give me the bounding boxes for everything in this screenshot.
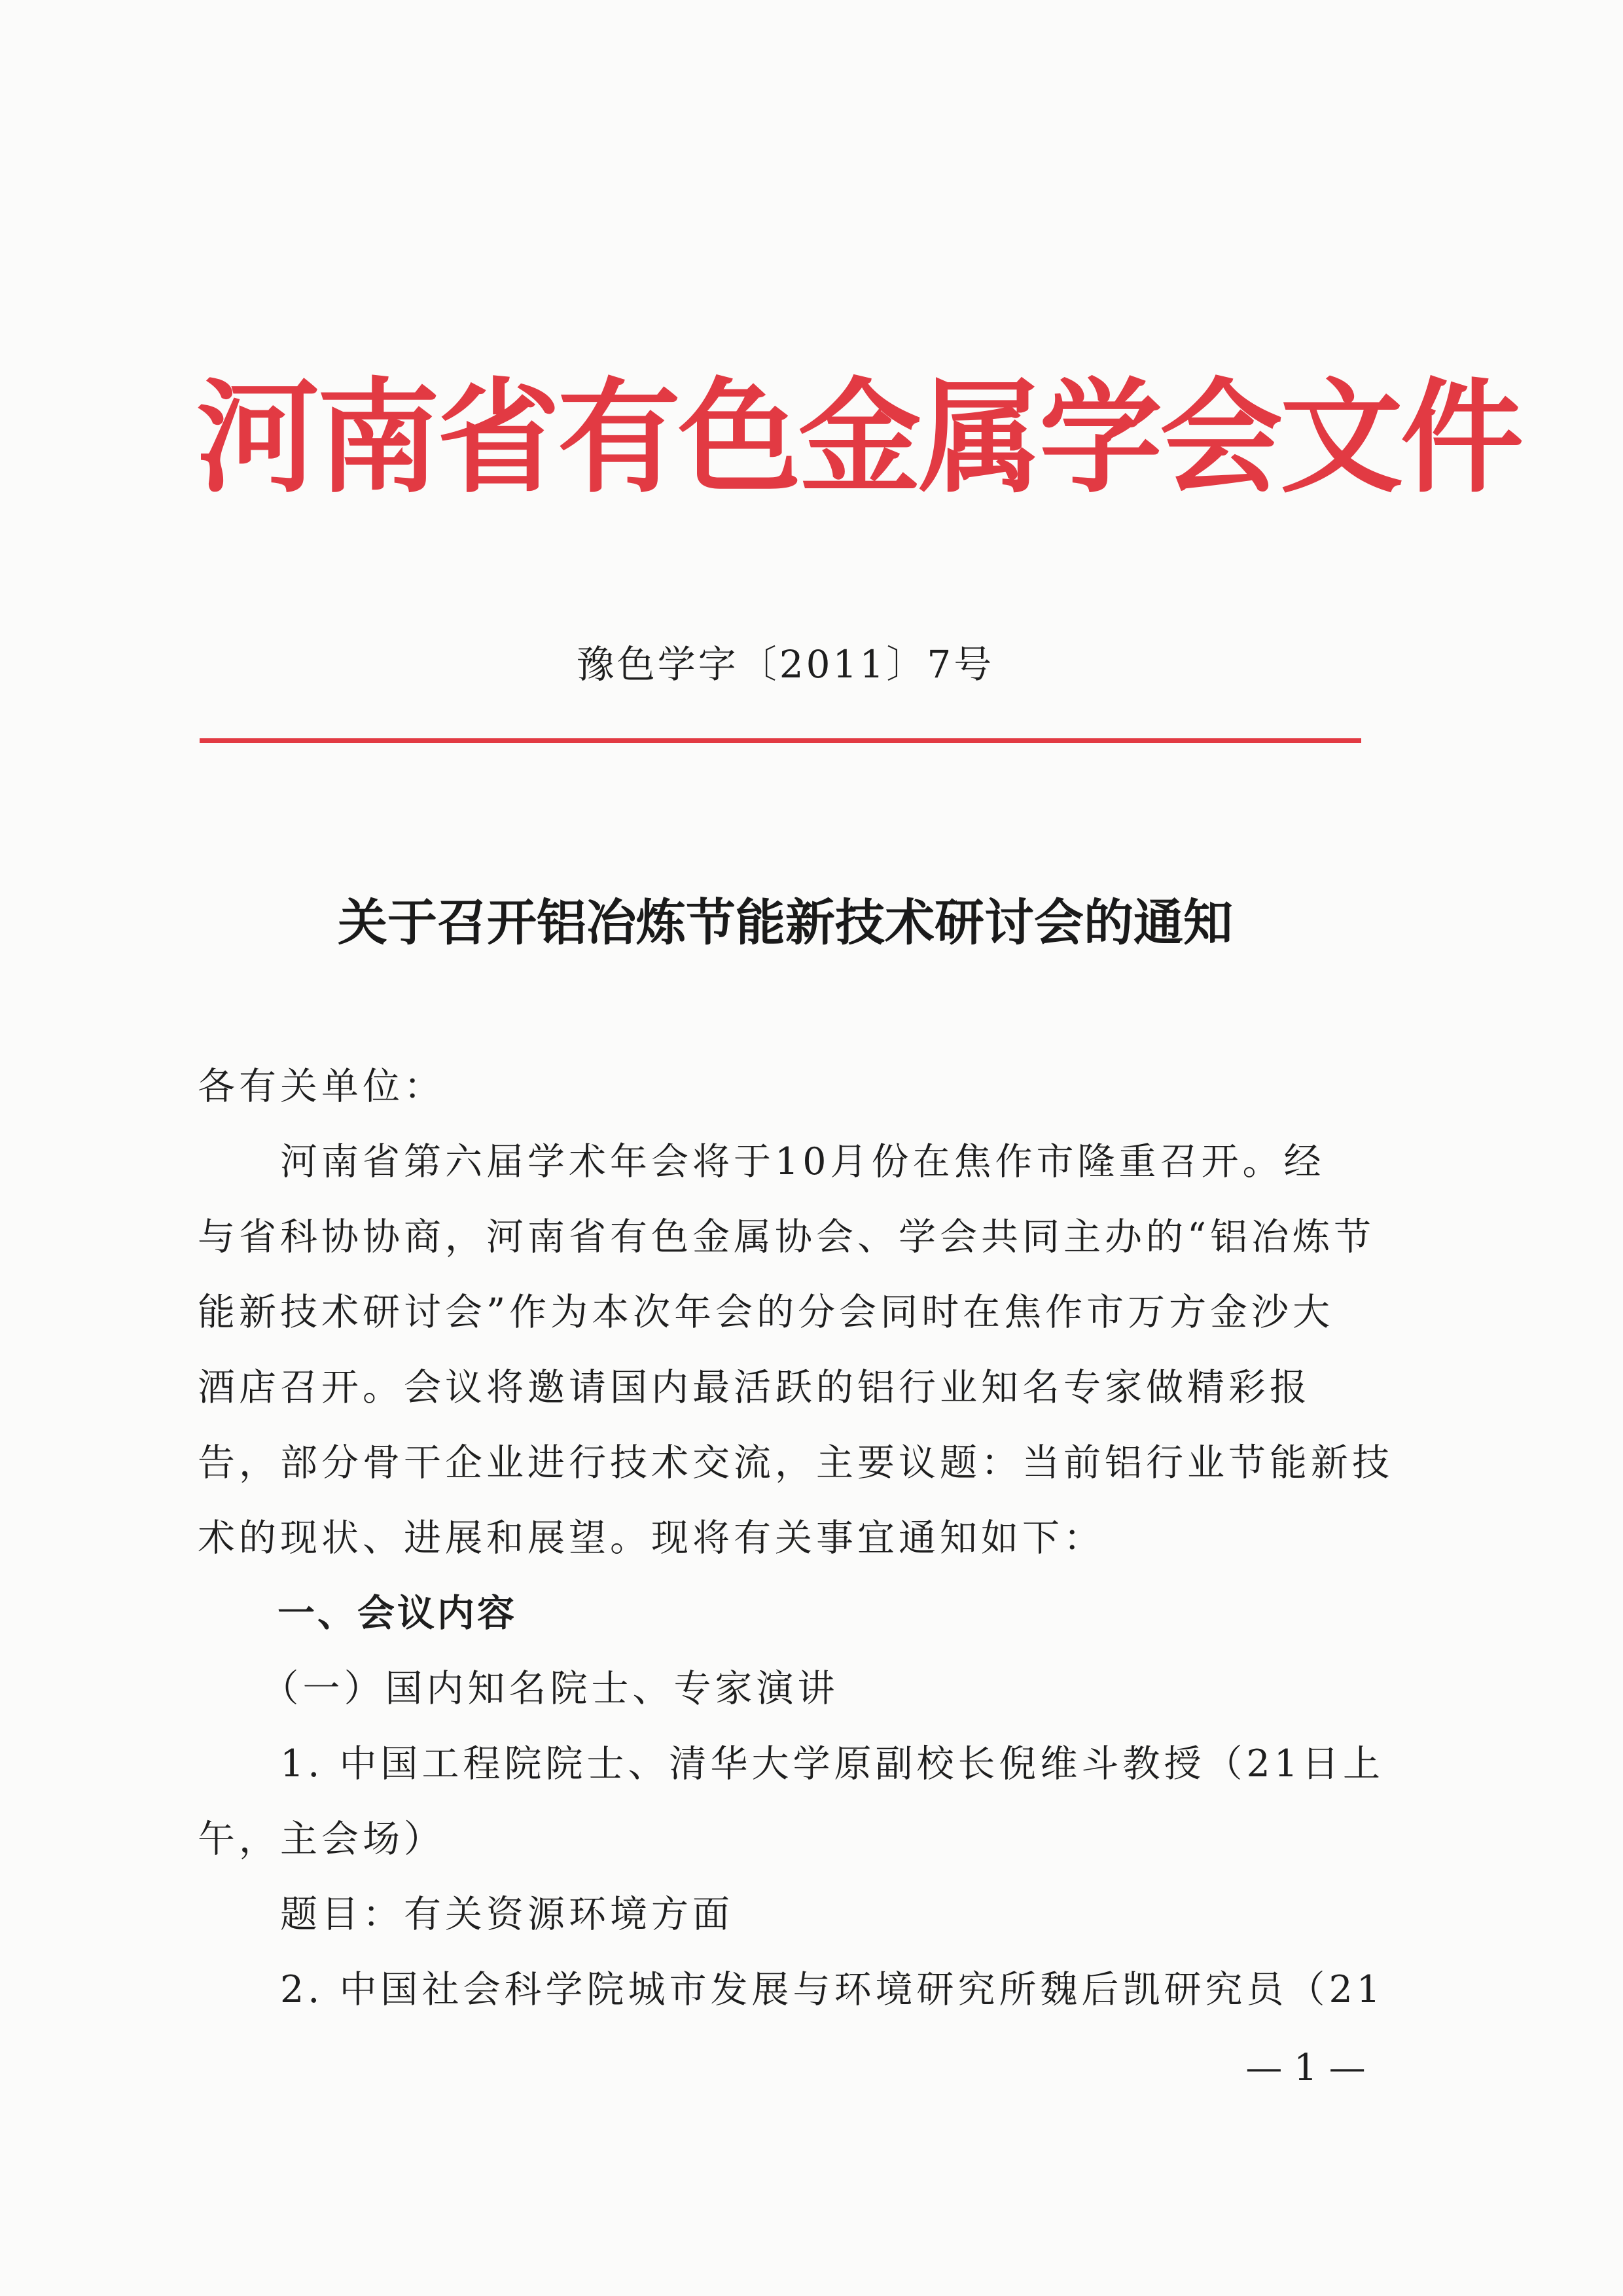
red-divider-line: [200, 738, 1361, 743]
paragraph-line-4: 酒店召开。会议将邀请国内最活跃的铝行业知名专家做精彩报: [198, 1366, 1311, 1409]
speaker-item-2-line-1: 2. 中国社会科学院城市发展与环境研究所魏后凯研究员（21: [198, 1968, 1385, 2011]
paragraph-line-1: 河南省第六届学术年会将于10月份在焦作市隆重召开。经: [198, 1140, 1325, 1183]
notice-title: 关于召开铝冶炼节能新技术研讨会的通知: [338, 893, 1233, 952]
subsection-heading-speeches: （一）国内知名院士、专家演讲: [198, 1667, 839, 1710]
masthead-title: 河南省有色金属学会文件: [196, 367, 1521, 510]
section-heading-meeting-content: 一、会议内容: [198, 1592, 517, 1635]
paragraph-line-5: 告，部分骨干企业进行技术交流，主要议题：当前铝行业节能新技: [198, 1441, 1393, 1484]
paragraph-line-6: 术的现状、进展和展望。现将有关事宜通知如下：: [198, 1516, 1105, 1560]
paragraph-line-3: 能新技术研讨会”作为本次年会的分会同时在焦作市万方金沙大: [198, 1291, 1334, 1334]
paragraph-line-2: 与省科协协商，河南省有色金属协会、学会共同主办的“铝冶炼节: [198, 1215, 1376, 1259]
salutation: 各有关单位：: [198, 1065, 445, 1108]
speaker-item-1-topic: 题目：有关资源环境方面: [198, 1893, 734, 1936]
document-number: 豫色学字〔2011〕7号: [576, 642, 995, 687]
speaker-item-1-line-2: 午，主会场）: [198, 1818, 445, 1861]
page-number: — 1 —: [1245, 2047, 1366, 2089]
speaker-item-1-line-1: 1. 中国工程院院士、清华大学原副校长倪维斗教授（21日上: [198, 1742, 1385, 1785]
